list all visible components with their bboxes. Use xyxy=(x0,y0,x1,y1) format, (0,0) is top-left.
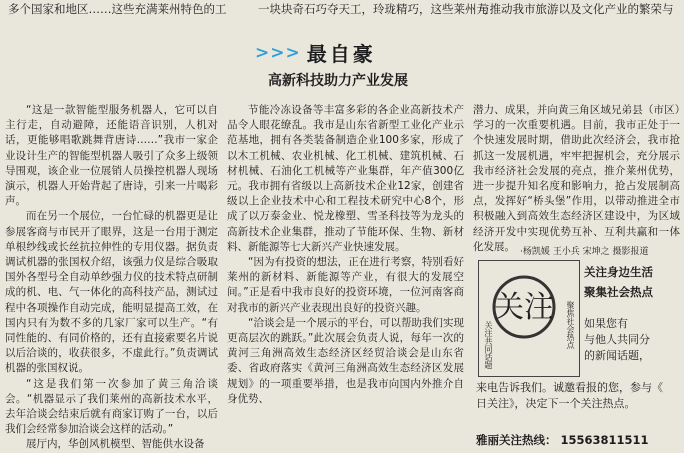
advert-footer xyxy=(476,380,682,412)
paragraph: 展厅内，华创风机模型、智能供水设备 xyxy=(26,438,205,451)
advert-box xyxy=(472,260,682,452)
paragraph: “这是我们第一次参加了黄三角洽谈会。“机器显示了我们莱州的高新技术水平，去年洽谈会结束后就有商家订购了一台，以后我们会经常参加洽谈会这样的活动。” xyxy=(5,377,218,436)
advert-line: 日关注》，决定下一个关注热点。 xyxy=(476,397,636,410)
photo-credit: ·杨凯媛 王小兵 宋坤之 摄影报道 xyxy=(520,247,649,257)
paragraph: 节能冷冻设备等丰富多彩的各企业高新技术产品令人眼花缭乱。我市是山东省新型工业化产业示范基地，拥有各类装备制造企业100多家，形成了以木工机械、农业机械、化工机械、建筑机械、石材机械、石油化工机械等产业集群，年产值300亿元。我市拥有省级以上高新技术企业12家，创建省级以上企业技术中心和工程技术研究中心8个，形成了以万泰金业、悦龙橡塑、雪圣科技等为龙头的高新技术企业集群，推动了节能环保、生物、新材料、新能源等七大新兴产业快速发展。 xyxy=(227,104,464,253)
paragraph: “洽谈会是一个展示的平台，可以帮助我们实现更高层次的跳跃。”此次展会负责人说，每年一次的黄河三角洲高效生态经济区经贸洽谈会是山东省委、省政府落实《黄河三角洲高效生态经济区发展规划》的一项重要举措，也是我市向国内外推介自身优势、 xyxy=(227,316,464,405)
logo-vertical-left: 关注共同话题 xyxy=(484,321,493,369)
logo-glyph: 关注 xyxy=(494,290,554,325)
advert-line: 如果您有 xyxy=(584,317,628,330)
paragraph: “因为有投资的想法，正在进行考察，特别看好莱州的新材料、新能源等产业，有很大的发展空间。”正是看中我市良好的投资环境，一位河南客商对我市的新兴产业表现出良好的投资兴趣。 xyxy=(227,256,464,314)
article-column-1 xyxy=(5,103,218,452)
top-fragment-right: 与推动我市旅游以及文化产业的繁荣与 xyxy=(478,2,674,16)
advert-line: 来电告诉我们。诚邀看报的您，参与《 xyxy=(476,381,663,394)
article-column-3 xyxy=(473,103,680,255)
advert-subtitle: 聚集社会热点 xyxy=(584,285,653,299)
top-fragment-left: 多个国家和地区……这些充满莱州特色的工 xyxy=(8,2,227,16)
advert-line: 与他人共同分 xyxy=(584,333,650,346)
hotline xyxy=(476,432,649,448)
logo-vertical-right: 聚焦社会热点 xyxy=(566,301,575,349)
paragraph: “这是一款智能型服务机器人，它可以自主行走，自动避障，还能语音识别，人机对话，更能够唱歌跳舞背唐诗……”我市一家企业设计生产的智能型机器人吸引了众多上级领导围观，该企业一位展销人员操控机器人现场演示，机器人开始背起了唐诗，引来一片喝彩声。 xyxy=(5,104,218,208)
article-column-2 xyxy=(227,103,464,452)
column-header xyxy=(255,38,465,67)
advert-title: 关注身边生活 xyxy=(584,265,653,279)
paragraph: 潜力、成果，并向黄三角区域兄弟县（市区）学习的一次重要机遇。目前，我市正处于一个快速发展时期，借助此次经济会，我市抢抓这一发展机遇，牢牢把握机会，充分展示我市经济社会发展的亮点，推介莱州优势，进一步提升知名度和影响力，抢占发展制高点，发挥好“桥头堡”作用，以带动推进全市积极融入到高效生态经济区建设中，为区域经济开发中实现优势互补、互利共赢和一体化发展。 xyxy=(473,104,680,253)
hotline-number: 15563811511 xyxy=(560,433,649,447)
column-name: 最自豪 xyxy=(306,42,376,66)
paragraph: 而在另一个展位，一台忙碌的机器更是让参展客商与市民开了眼界，这是一台用于测定单根纱线或长丝抗拉伸性的专用仪器。据负责调试机器的张国权介绍，该强力仪是综合吸取国外各型号全自动单纱强力仪的技术特点研制成的机、电、气一体化的高科技产品，测试过程中各项操作自动完成，能明显提高工效，在国内只有为数不多的几家厂家可以生产。“有同性能的、有同价格的，还有直接索要名片说以后洽谈的，收获很多，不虚此行。”负责调试机器的张国权说。 xyxy=(5,210,218,375)
logo-icon xyxy=(489,267,559,347)
hotline-label: 雅丽关注热线： xyxy=(476,433,557,447)
sub-headline: 高新科技助力产业发展 xyxy=(268,73,408,89)
advert-body xyxy=(584,316,684,364)
arrows-icon: >>> xyxy=(255,42,301,63)
advert-line: 的新闻话题， xyxy=(584,349,650,362)
top-fragment-middle: 一块块奇石巧夺天工，玲珑精巧，这些莱州元 xyxy=(258,2,488,16)
logo-frame xyxy=(478,260,580,377)
